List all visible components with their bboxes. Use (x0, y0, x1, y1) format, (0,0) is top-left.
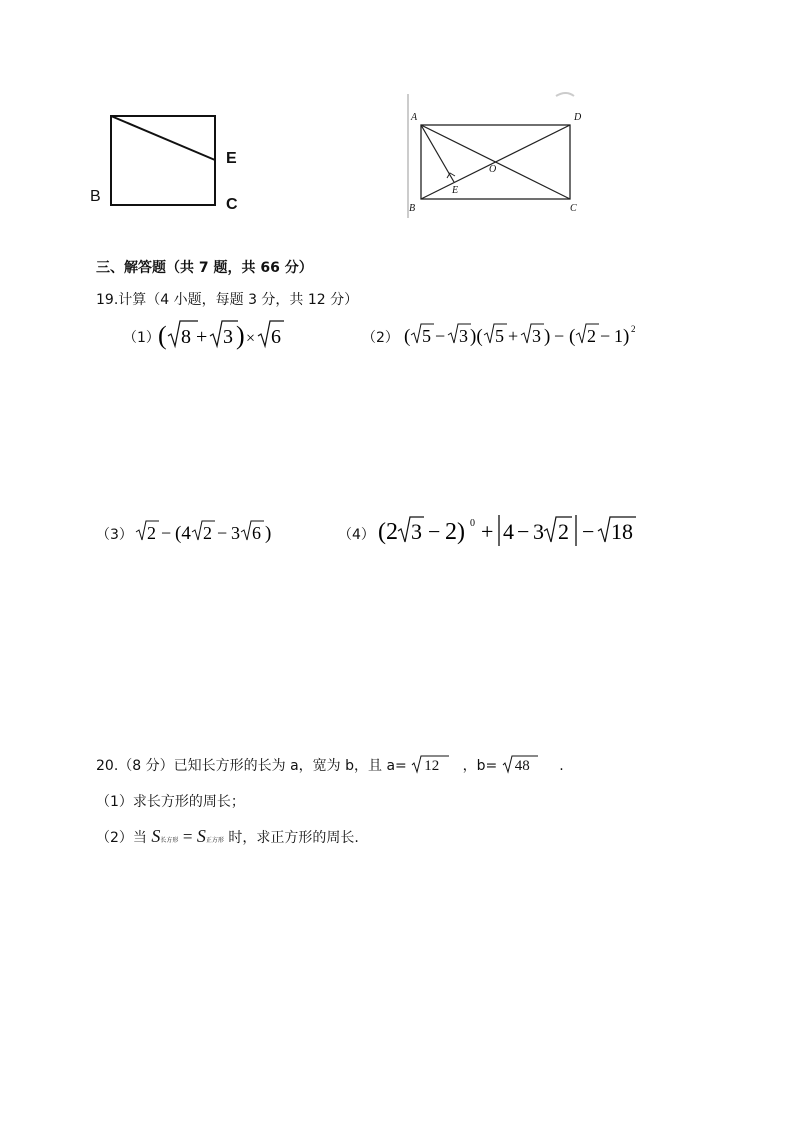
q20-part2-prefix: （2）当 (96, 830, 147, 846)
section-title: 三、解答题（共 7 题，共 66 分） (96, 260, 313, 276)
figure-right-label-o: O (489, 164, 497, 175)
svg-text:1: 1 (614, 326, 623, 346)
svg-text:2): 2) (445, 519, 465, 545)
svg-text:3: 3 (459, 326, 468, 346)
figure-right-label-a: A (411, 112, 418, 123)
q20-s-square-subscript: 正方形 (205, 837, 224, 844)
svg-text:(: ( (404, 326, 411, 347)
svg-text:)(: )( (470, 326, 483, 347)
svg-text:2: 2 (631, 324, 636, 334)
q20-b-value: 48 (514, 758, 530, 774)
svg-text:): ) (623, 326, 630, 347)
svg-text:5: 5 (495, 326, 504, 346)
q20-s-symbol-square: S (196, 826, 206, 846)
svg-text:3: 3 (231, 523, 240, 543)
q20-s-symbol-rect: S (151, 826, 161, 846)
svg-text:3: 3 (533, 519, 544, 544)
q20-a-value: 12 (424, 758, 440, 774)
svg-text:(: ( (569, 326, 576, 347)
q20-part1: （1）求长方形的周长； (96, 794, 245, 810)
svg-text:+: + (481, 519, 494, 544)
svg-text:−: − (554, 326, 565, 346)
svg-text:−: − (428, 519, 441, 544)
svg-text:2: 2 (147, 523, 156, 543)
q19-part4-expression (378, 512, 640, 550)
svg-text:2: 2 (558, 519, 569, 544)
svg-text:2: 2 (587, 326, 596, 346)
svg-text:+: + (196, 326, 208, 348)
svg-text:6: 6 (271, 326, 281, 348)
q19-part1-expression (158, 318, 288, 352)
q19-part2-label: （2） (362, 330, 399, 346)
figure-right-label-c: C (570, 203, 577, 214)
svg-text:−: − (517, 519, 530, 544)
svg-text:+: + (508, 326, 519, 346)
figure-rectangle-left (100, 110, 230, 220)
q20-b-text: ，b= (462, 758, 498, 774)
q19-part3-label: （3） (96, 527, 133, 543)
svg-text:18: 18 (611, 519, 633, 544)
q20-s-rect-subscript: 长方形 (160, 837, 179, 844)
svg-text:−: − (582, 519, 595, 544)
svg-text:3: 3 (411, 519, 422, 544)
q20-equals-sign: = (182, 827, 193, 846)
figure-left-label-c: C (226, 196, 238, 213)
svg-text:−: − (161, 523, 172, 543)
svg-text:3: 3 (532, 326, 541, 346)
svg-text:2: 2 (203, 523, 212, 543)
svg-text:5: 5 (422, 326, 431, 346)
svg-text:(4: (4 (175, 523, 191, 544)
svg-text:−: − (217, 523, 228, 543)
svg-text:8: 8 (181, 326, 191, 348)
q19-part1-label: （1） (123, 330, 160, 346)
svg-text:3: 3 (223, 326, 233, 348)
figure-left-label-b: B (90, 188, 101, 205)
svg-text:): ) (236, 321, 245, 350)
svg-text:6: 6 (252, 523, 261, 543)
figure-right-label-d: D (574, 112, 582, 123)
figure-right-label-b: B (409, 203, 416, 214)
q20-part2-line (96, 826, 359, 847)
svg-text:×: × (246, 330, 256, 347)
q20-intro-text: 20.（8 分）已知长方形的长为 a，宽为 b，且 a= (96, 758, 407, 774)
svg-text:(: ( (158, 321, 167, 350)
figure-right-label-e: E (452, 185, 459, 196)
svg-text:): ) (544, 326, 551, 347)
svg-text:−: − (435, 326, 446, 346)
q19-part2-expression (404, 320, 649, 350)
svg-text:0: 0 (470, 518, 475, 529)
q19-part3-expression (134, 517, 284, 547)
q20-end: . (559, 758, 564, 774)
q19-title: 19.计算（4 小题，每题 3 分，共 12 分） (96, 292, 359, 308)
q20-intro-line (96, 754, 564, 775)
svg-text:(2: (2 (378, 519, 398, 545)
svg-text:4: 4 (503, 519, 514, 544)
svg-text:): ) (265, 523, 272, 544)
figure-rectangle-right (400, 92, 590, 220)
figure-left-label-e: E (226, 150, 237, 167)
q20-part2-suffix: 时，求正方形的周长. (228, 830, 359, 846)
svg-text:−: − (600, 326, 611, 346)
q19-part4-label: （4） (338, 527, 375, 543)
